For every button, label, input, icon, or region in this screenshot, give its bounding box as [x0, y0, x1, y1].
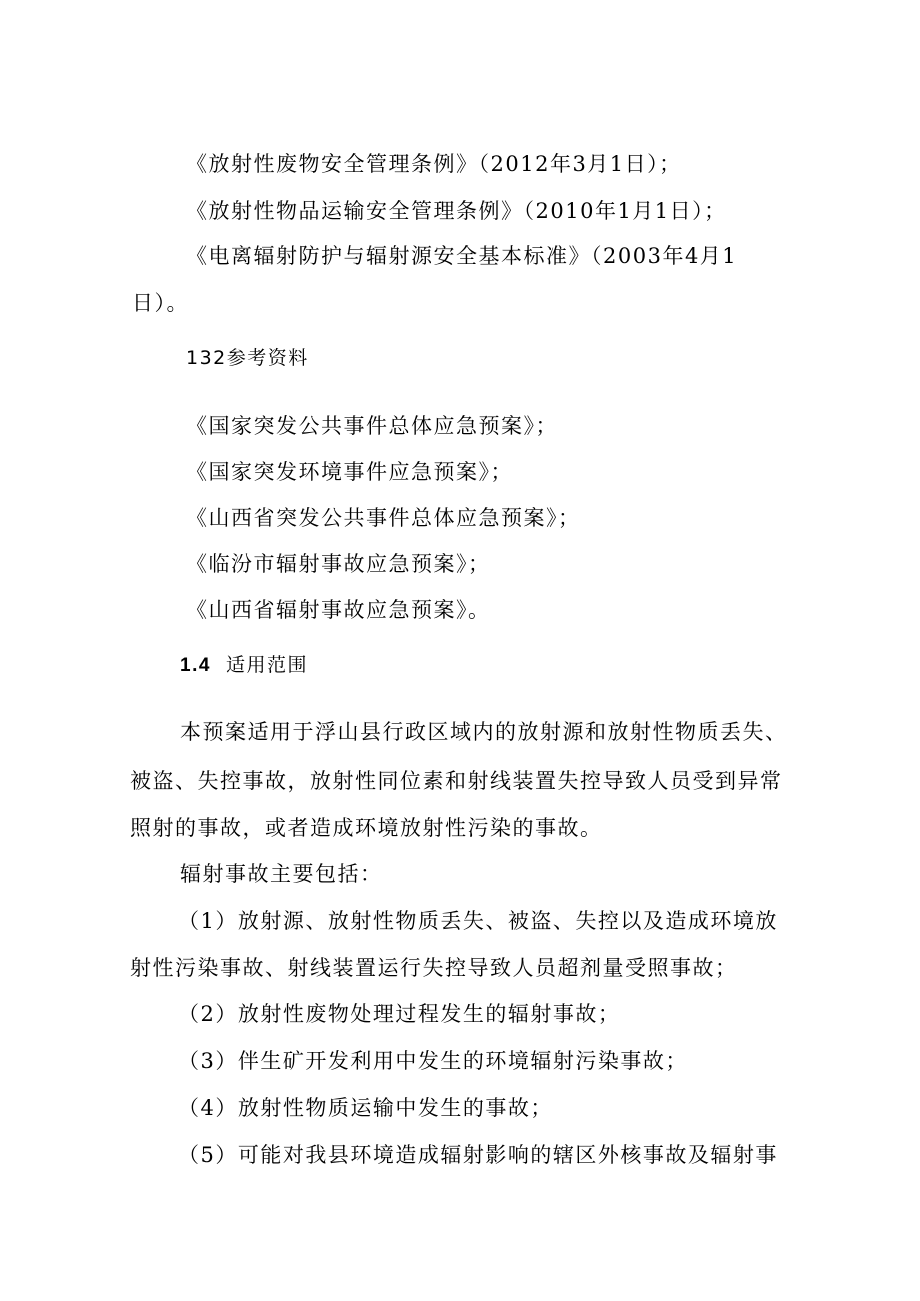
section-heading-14	[180, 651, 308, 680]
reference-line: 《国家突发公共事件总体应急预案》；	[186, 414, 558, 438]
accident-item: （1）放射源、放射性物质丢失、被盗、失控以及造成环境放	[178, 909, 778, 933]
accident-item: （3）伴生矿开发利用中发生的环境辐射污染事故；	[178, 1049, 688, 1073]
scope-paragraph-line: 本预案适用于浮山县行政区域内的放射源和放射性物质丢失、	[180, 720, 788, 744]
section-title: 适用范围	[226, 654, 309, 676]
reference-line-continuation: 日）。	[132, 291, 189, 315]
scope-paragraph-line: 被盗、失控事故，放射性同位素和射线装置失控导致人员受到异常	[130, 769, 783, 793]
reference-line: 《电离辐射防护与辐射源安全基本标准》（2003年4月1	[186, 244, 738, 268]
accident-item: （4）放射性物质运输中发生的事故；	[178, 1096, 553, 1120]
reference-line: 《山西省辐射事故应急预案》。	[186, 598, 491, 622]
accidents-intro: 辐射事故主要包括：	[180, 862, 383, 886]
accident-item: （5）可能对我县环境造成辐射影响的辖区外核事故及辐射事	[178, 1143, 778, 1167]
accident-item: （2）放射性废物处理过程发生的辐射事故；	[178, 1002, 621, 1026]
reference-line: 《山西省突发公共事件总体应急预案》；	[186, 506, 581, 530]
section-number: 1.4	[180, 655, 211, 676]
reference-line: 《放射性物品运输安全管理条例》（2010年1月1日）；	[186, 199, 727, 223]
accident-item-continuation: 射性污染事故、射线装置运行失控导致人员超剂量受照事故；	[130, 956, 738, 980]
reference-line: 《临汾市辐射事故应急预案》；	[186, 552, 491, 576]
scope-paragraph-line: 照射的事故，或者造成环境放射性污染的事故。	[130, 816, 603, 840]
section-heading-132: 132参考资料	[186, 347, 309, 369]
reference-line: 《国家突发环境事件应急预案》；	[186, 460, 513, 484]
reference-line: 《放射性废物安全管理条例》（2012年3月1日）；	[186, 152, 682, 176]
